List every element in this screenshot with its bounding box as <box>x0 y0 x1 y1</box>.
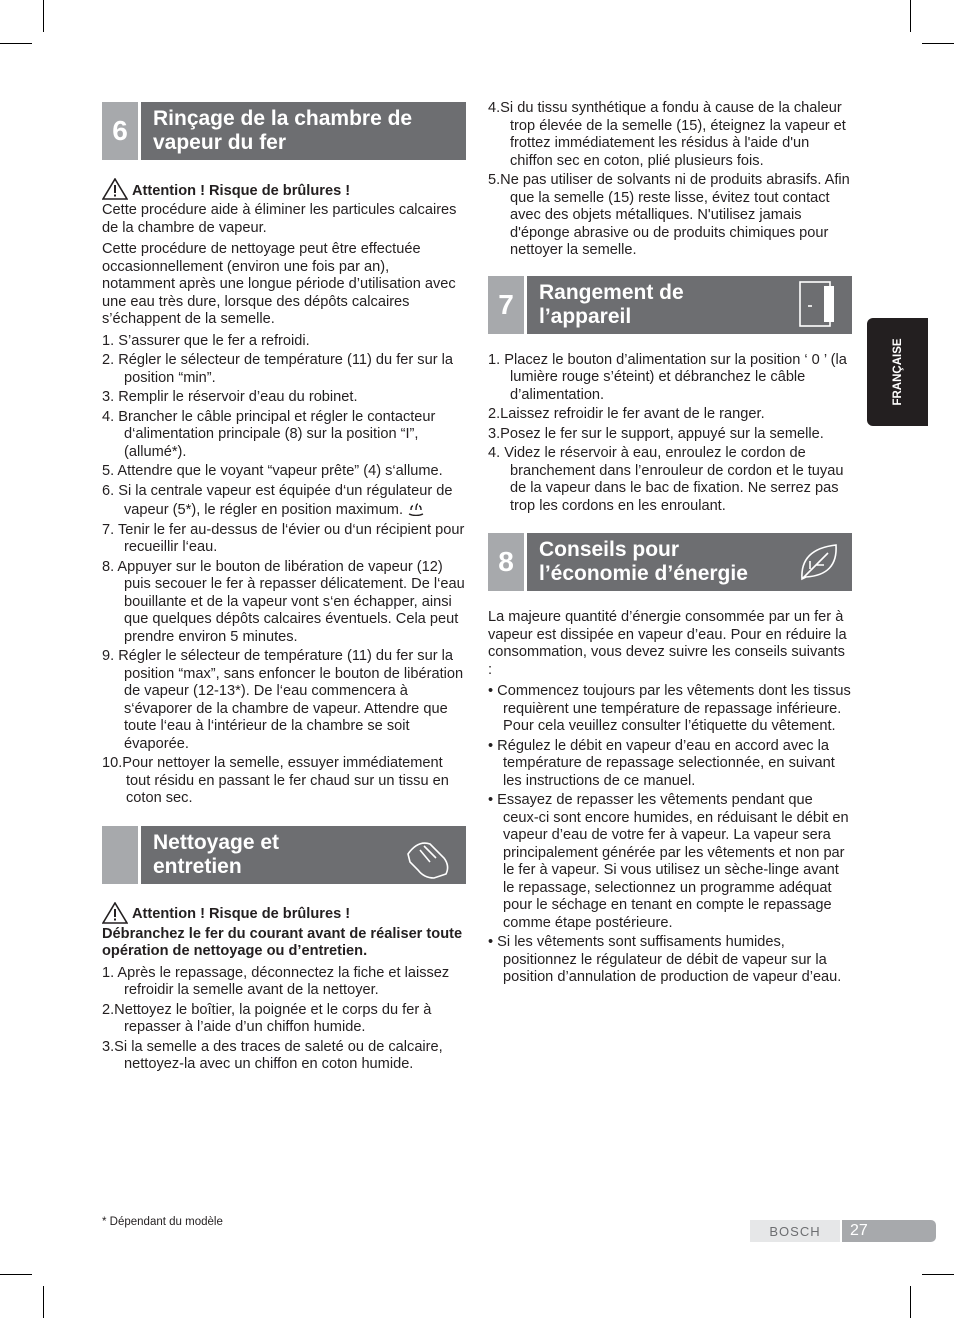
list-item: 7. Tenir le fer au-dessus de l‘évier ou d‘un récipient pour recueillir l‘eau. <box>102 521 465 555</box>
section-title: Nettoyage et entretien <box>153 830 280 878</box>
right-column <box>488 100 852 989</box>
paragraph: La majeure quantité d’énergie consommée par un fer à vapeur est dissipée en vapeur d’eau. Pour en réduire la consommation, vous devez suivre les conseils suivants : <box>488 609 847 678</box>
list-item: 3.Si la semelle a des traces de saleté ou de calcaire, nettoyez-la avec un chiffon en coton humide. <box>102 1038 443 1072</box>
steps-list <box>488 352 852 516</box>
warning-text: Attention ! Risque de brûlures ! <box>132 906 351 922</box>
list-item: 9. Régler le sélecteur de température (11) du fer sur la position “max”, sans enfoncer le bouton de libération de vapeur (12-13*). De l‘eau commencera à s‘évaporer de la chambre de vapeur. Attendre que toute l‘eau à l‘intérieur de la chambre se soit évaporée. <box>102 648 464 752</box>
list-item: • Régulez le débit en vapeur d’eau en accord avec la température de repassage selectionnée, en suivant les instructions de ce manuel. <box>488 737 835 789</box>
page-number: 27 <box>842 1220 936 1242</box>
crop-mark <box>910 1286 911 1318</box>
list-item: • Si les vêtements sont suffisaments humides, positionnez le régulateur de débit de vapeur sur la position d’annulation de production de vapeur d’eau. <box>488 934 842 985</box>
section-number: 7 <box>488 276 524 334</box>
paragraph: Cette procédure de nettoyage peut être effectuée occasionnellement (environ une fois par an), notamment après une longue période d’utilisation avec une eau très dure, lorsque des dépôts calcaires s’échappent de la semelle. <box>102 241 456 327</box>
list-item: 2.Laissez refroidir le fer avant de le ranger. <box>488 406 765 422</box>
crop-mark <box>43 1286 44 1318</box>
list-item: 1. Placez le bouton d’alimentation sur la position ‘ 0 ’ (la lumière rouge s’éteint) et débranchez le câble d’alimentation. <box>488 351 847 403</box>
list-item: 4. Brancher le câble principal et régler le contacteur d‘alimentation principale (8) sur la position “I”, (allumé*). <box>102 408 436 460</box>
crop-mark <box>0 43 32 44</box>
section-title: Conseils pour l’économie d’énergie <box>539 538 748 585</box>
hand-cloth-icon <box>400 832 456 880</box>
crop-mark <box>43 0 44 32</box>
warning-icon <box>102 902 128 924</box>
crop-mark <box>0 1274 32 1275</box>
language-label: FRANÇAISE <box>891 338 904 406</box>
list-item: 1. Après le repassage, déconnectez la fiche et laissez refroidir la semelle avant de la nettoyer. <box>102 964 450 998</box>
warning-text: Attention ! Risque de brûlures ! <box>132 182 351 199</box>
list-item: • Essayez de repasser les vêtements pendant que ceux-ci sont encore humides, en réduisant le débit en vapeur d’eau de votre fer à vapeur. La vapeur sera principalement générée par les vêtements et non par le fer à vapeur. Si vous utilisez un sèche-linge avant le repassage, selectionnez un programme adéquat pour le séchage en tenant en compte le repassage comme étape postérieure. <box>488 792 849 931</box>
crop-mark <box>922 1274 954 1275</box>
list-item: 10.Pour nettoyer la semelle, essuyer immédiatement tout résidu en passant le fer chaud sur un tissu en coton sec. <box>102 755 449 806</box>
cleaning-header <box>102 826 466 884</box>
brand-label: BOSCH <box>750 1220 840 1242</box>
list-item: 4.Si du tissu synthétique a fondu à cause de la chaleur trop élevée de la semelle (15), éteignez la vapeur et frottez immédiatement les résidus à l'aide d'un chiffon sec en coton, plié plusieurs fois. <box>488 100 846 169</box>
page-footer <box>750 1220 936 1242</box>
section-title: Rinçage de la chambre de vapeur du fer <box>153 107 413 154</box>
section-number: 6 <box>102 102 138 160</box>
crop-mark <box>922 43 954 44</box>
list-item: 4. Videz le réservoir à eau, enroulez le cordon de branchement dans l’enrouleur de cordon et le tuyau de la vapeur dans le bac de fixation. Ne serrez pas trop les cordons en les enroulant. <box>488 445 844 514</box>
left-column <box>102 102 466 1076</box>
list-item: 2.Nettoyez le boîtier, la poignée et le corps du fer à repasser à l’aide d’un chiffon humide. <box>102 1001 432 1035</box>
list-item: 8. Appuyer sur le bouton de libération de vapeur (12) puis secouer le fer à repasser délicatement. De l‘eau bouillante et de la vapeur vont s‘en échapper, ainsi que quelques dépôts calcaires éventuels. Cela peut prendre environ 5 minutes. <box>102 558 465 645</box>
steam-icon <box>407 500 425 516</box>
list-item: 3. Remplir le réservoir d’eau du robinet. <box>102 389 358 405</box>
section-8-header <box>488 533 852 591</box>
iron-storage-icon <box>792 278 842 328</box>
section-number: 8 <box>488 533 524 591</box>
bold-notice: Débranchez le fer du courant avant de réaliser toute opération de nettoyage ou d’entretien. <box>102 925 463 959</box>
list-item: 5. Attendre que le voyant “vapeur prête” (4) s‘allume. <box>102 463 443 479</box>
paragraph: Cette procédure aide à éliminer les particules calcaires de la chambre de vapeur. <box>102 202 457 236</box>
section-7-header <box>488 276 852 334</box>
steps-list <box>102 965 466 1074</box>
warning-icon <box>102 178 128 200</box>
steps-list <box>488 100 852 260</box>
warning <box>102 902 466 924</box>
crop-mark <box>910 0 911 32</box>
steps-list <box>102 333 466 808</box>
list-item: 3.Posez le fer sur le support, appuyé sur la semelle. <box>488 425 824 442</box>
list-item: 2. Régler le sélecteur de température (11) du fer sur la position “min”. <box>102 352 453 386</box>
section-6-header <box>102 102 466 160</box>
list-item: • Commencez toujours par les vêtements dont les tissus requièrent une température de repassage inférieure. Pour cela veuillez consulter l’étiquette du vêtement. <box>488 683 851 734</box>
leaf-icon <box>796 539 842 585</box>
list-item: 5.Ne pas utiliser de solvants ni de produits abrasifs. Afin que la semelle (15) reste lisse, évitez tout contact avec des objets métalliques. N'utilisez jamais d'éponge abrasive ou de produits chimiques pour nettoyer la semelle. <box>488 172 850 258</box>
language-tab <box>867 318 928 426</box>
footnote: * Dépendant du modèle <box>102 1216 223 1228</box>
tips-list <box>488 683 852 987</box>
list-item: 6. Si la centrale vapeur est équipée d‘un régulateur de vapeur (5*), le régler en position maximum. <box>102 482 453 518</box>
list-item: 1. S’assurer que le fer a refroidi. <box>102 332 310 349</box>
warning <box>102 178 466 200</box>
section-title: Rangement de l’appareil <box>539 280 684 328</box>
